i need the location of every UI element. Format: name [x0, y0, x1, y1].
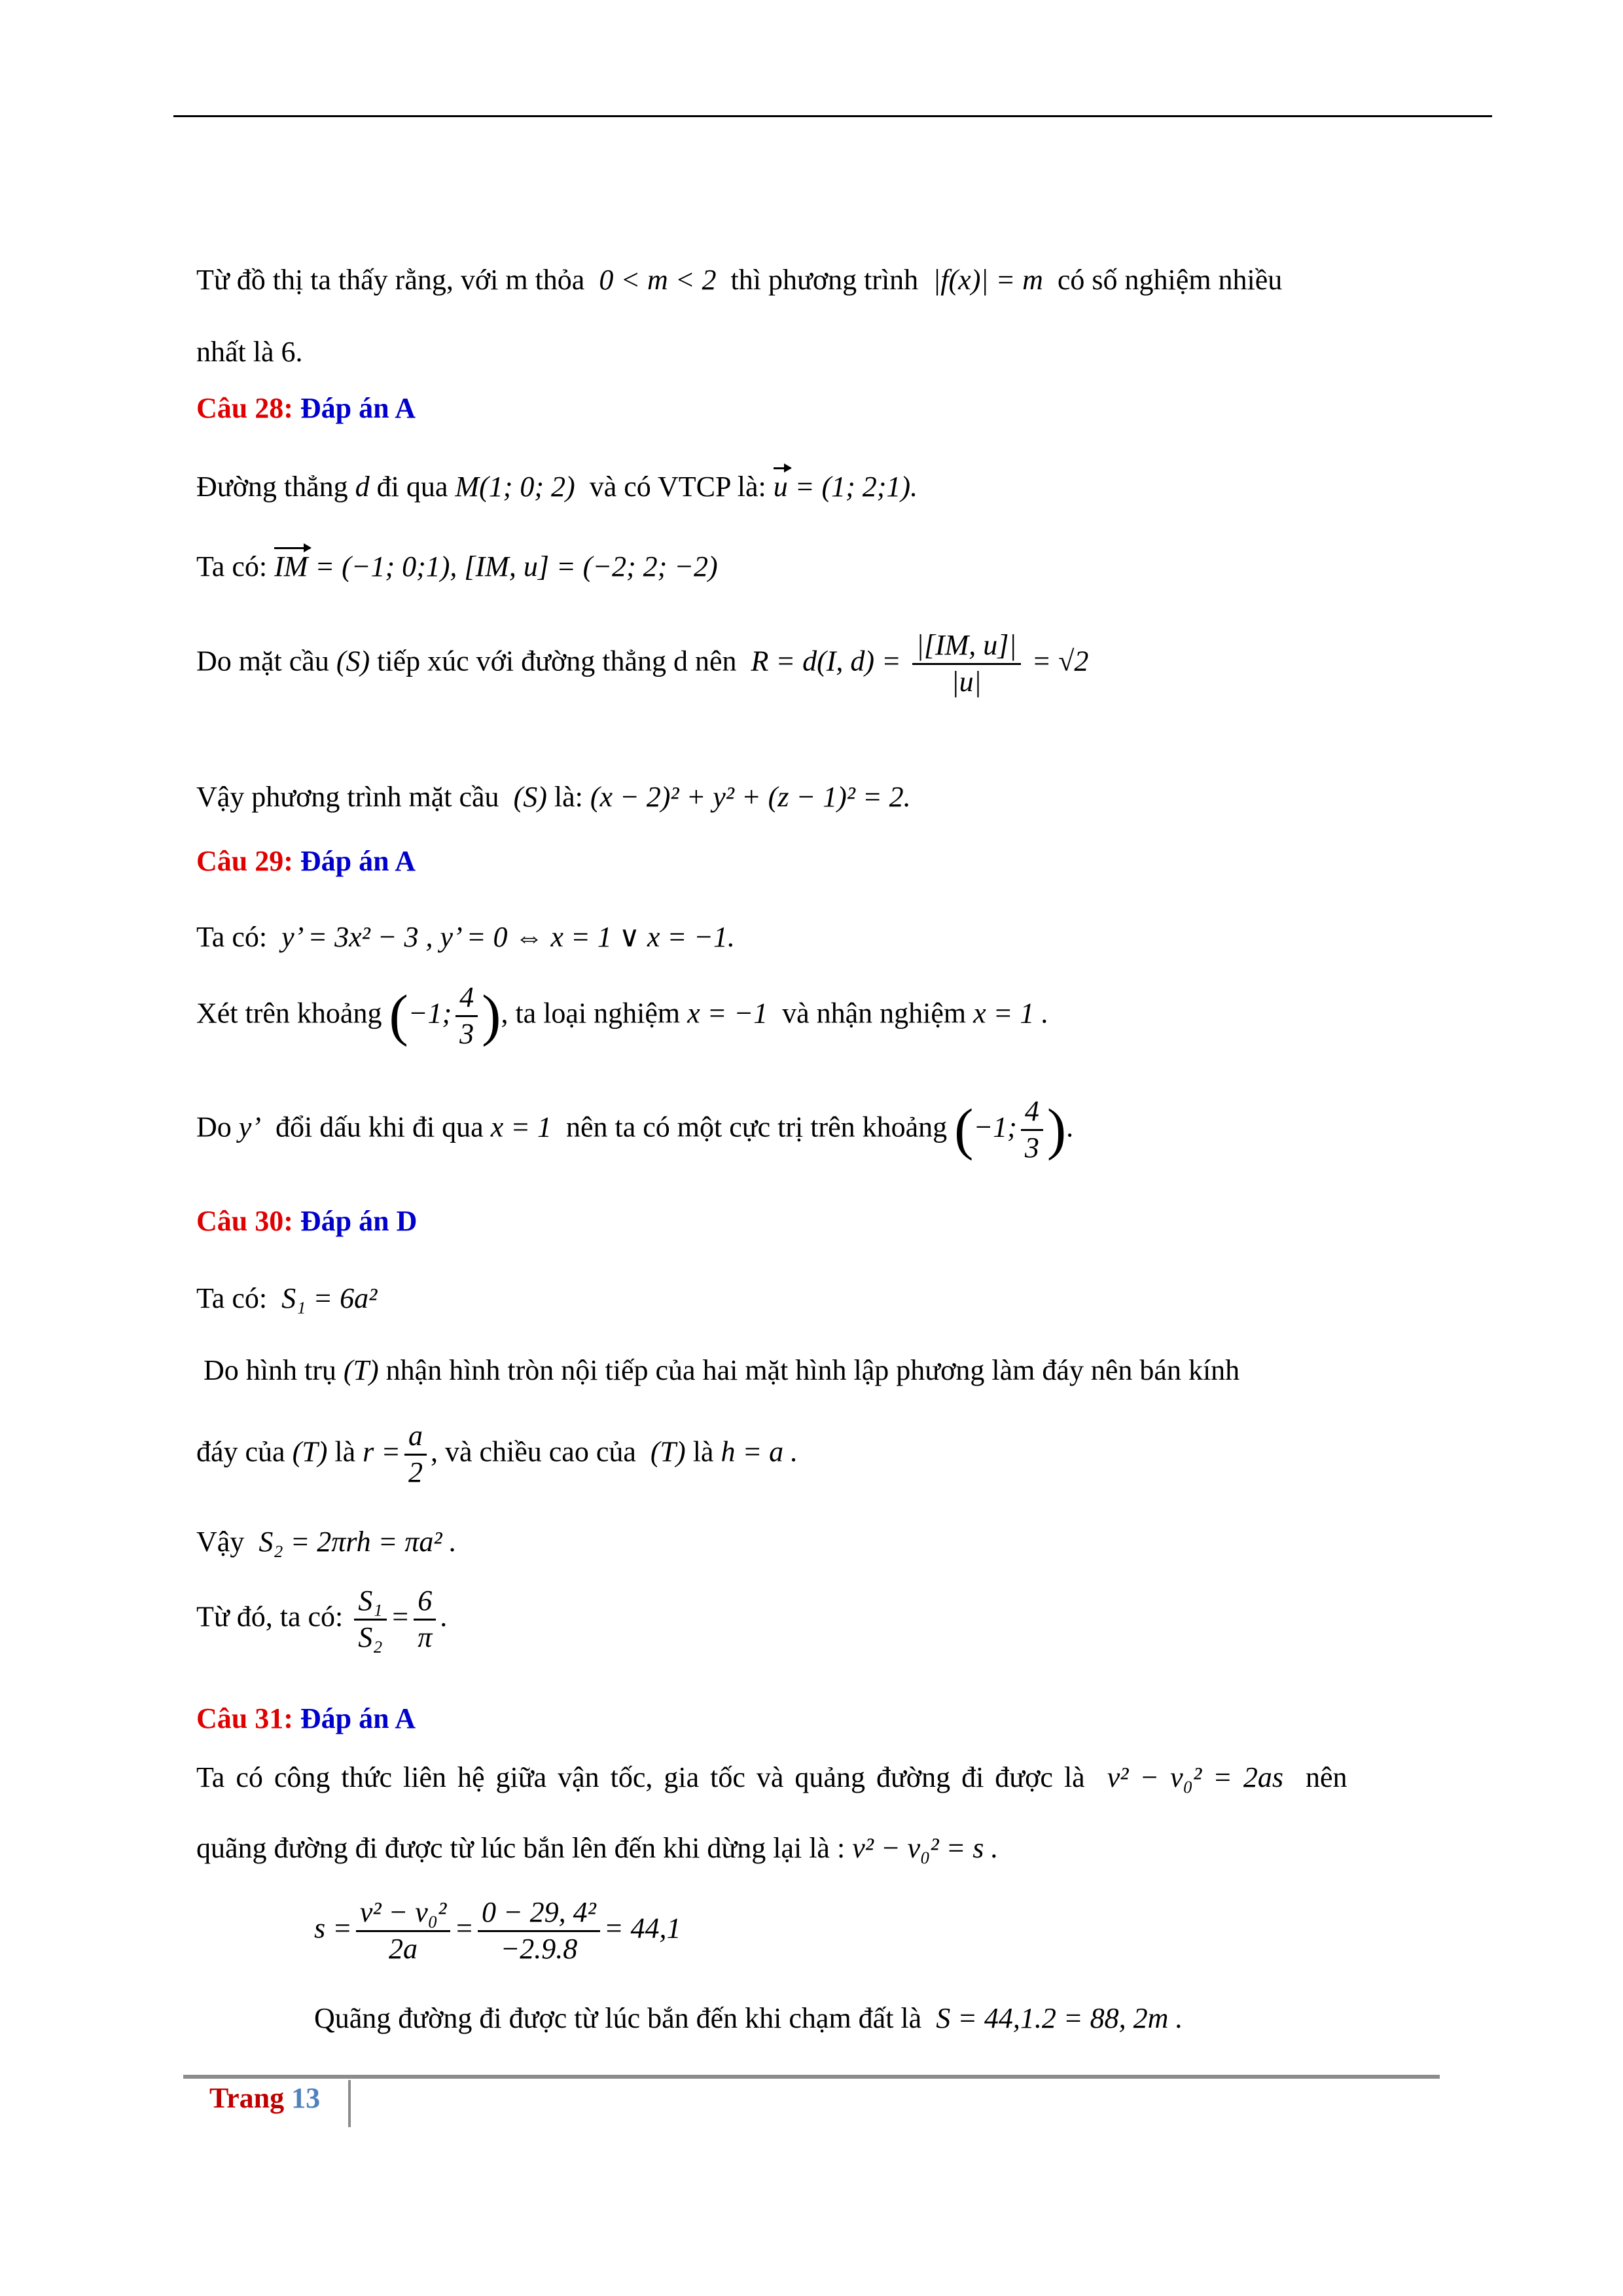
- question-number: Câu 30:: [196, 1205, 293, 1237]
- q28-line-3: [196, 628, 1088, 700]
- intro-line-1: [196, 263, 1282, 298]
- fraction-numerator: 4: [459, 981, 474, 1013]
- text: quãng đường đi được từ lúc bắn lên đến khi dừng lại là :: [196, 1832, 846, 1864]
- text: nhận hình tròn nội tiếp của hai mặt hình lập phương làm đáy nên bán kính: [385, 1354, 1240, 1386]
- cross-product: [IM, u]: [464, 550, 549, 583]
- sphere-equation: (x − 2)² + y² + (z − 1)² = 2.: [590, 781, 911, 813]
- vector-u: u: [774, 470, 788, 505]
- text: Quãng đường đi được từ lúc bắn đến khi chạm đất là: [314, 2002, 922, 2034]
- math: x = −1: [687, 997, 768, 1030]
- math: y’: [238, 1111, 261, 1143]
- math: 0 < m < 2: [599, 264, 717, 296]
- text: đáy của: [196, 1435, 285, 1468]
- text: Do: [196, 1111, 232, 1143]
- intro-line-2: [196, 335, 303, 370]
- q31-line-1: [196, 1761, 1347, 1795]
- answer-label: Đáp án A: [300, 1702, 416, 1734]
- page-label: Trang: [209, 2082, 285, 2114]
- footer-separator: [348, 2080, 351, 2127]
- fraction-denominator: 2: [404, 1454, 427, 1490]
- q28-line-4: [196, 780, 911, 815]
- fraction-numerator: a: [408, 1420, 423, 1452]
- text: Vậy phương trình mặt cầu: [196, 781, 499, 813]
- math: = (−1; 0;1),: [315, 550, 457, 583]
- interval-fraction: [455, 980, 478, 1052]
- answer-label: Đáp án A: [300, 392, 416, 424]
- q30-line-3: [196, 1419, 798, 1490]
- math: (T): [343, 1354, 379, 1386]
- text: Từ đó, ta có:: [196, 1600, 344, 1633]
- text: Vậy: [196, 1526, 245, 1558]
- fraction-denominator: 3: [1021, 1129, 1043, 1166]
- text: Ta có công thức liên hệ giữa vận tốc, gia tốc và quảng đường đi được là: [196, 1761, 1085, 1793]
- text: là: [334, 1435, 356, 1468]
- q31-line-2: [196, 1831, 998, 1866]
- q30-line-2: [196, 1354, 1240, 1388]
- math: =: [454, 1912, 474, 1945]
- math: y’ = 3x² − 3 , y’ = 0 ⇔ x = 1 ∨ x = −1.: [281, 921, 735, 953]
- answer-label: Đáp án A: [300, 845, 416, 877]
- text: tiếp xúc với đường thẳng d nên: [377, 645, 737, 677]
- math: = 44,1: [603, 1912, 681, 1945]
- text: có số nghiệm nhiều: [1057, 264, 1283, 296]
- question-number: Câu 29:: [196, 845, 293, 877]
- paren-close: ): [1046, 1098, 1067, 1162]
- fraction-denominator: |u|: [912, 663, 1021, 700]
- ratio-fraction-right: [414, 1584, 436, 1655]
- text: nên ta có một cực trị trên khoảng: [565, 1111, 948, 1143]
- text: đi qua: [376, 471, 448, 503]
- answer-label: Đáp án D: [300, 1205, 418, 1237]
- text: là: [692, 1435, 714, 1468]
- distance-fraction-2: [478, 1895, 600, 1967]
- text: Do mặt cầu: [196, 645, 329, 677]
- q29-line-1: [196, 920, 735, 955]
- q29-line-3: [196, 1094, 1073, 1166]
- math: r =: [363, 1435, 401, 1468]
- page-footer: [209, 2081, 320, 2115]
- text: nên: [1305, 1761, 1347, 1793]
- math: (S): [513, 781, 547, 813]
- distance-fraction-1: [356, 1895, 450, 1967]
- math: v² − v₀² = 2as: [1107, 1761, 1283, 1793]
- q31-heading: [196, 1702, 416, 1736]
- text: , và chiều cao của: [430, 1435, 636, 1468]
- text: .: [1066, 1111, 1074, 1143]
- text: là:: [554, 781, 583, 813]
- math: v² − v₀² = s .: [852, 1832, 999, 1864]
- footer-rule: [183, 2075, 1440, 2079]
- fraction-numerator: S₁: [358, 1585, 383, 1617]
- math: −1;: [408, 997, 452, 1030]
- math: s =: [314, 1912, 352, 1945]
- math: (T): [292, 1435, 328, 1468]
- q30-heading: [196, 1204, 417, 1239]
- text: Đường thẳng: [196, 471, 348, 503]
- math: =: [390, 1600, 410, 1633]
- text: thì phương trình: [730, 264, 919, 296]
- q28-line-2: [196, 550, 718, 584]
- math: −1;: [973, 1111, 1017, 1143]
- text: Ta có:: [196, 1282, 268, 1314]
- q28-line-1: [196, 470, 918, 505]
- text: Xét trên khoảng: [196, 997, 382, 1030]
- fraction-denominator: 3: [455, 1015, 478, 1052]
- paren-close: ): [482, 984, 501, 1048]
- header-rule: [173, 115, 1492, 117]
- q30-line-1: [196, 1282, 377, 1316]
- fraction-denominator: π: [414, 1619, 436, 1655]
- text: đổi dấu khi đi qua: [275, 1111, 484, 1143]
- q29-line-2: [196, 980, 1048, 1052]
- q31-line-4: [314, 2001, 1183, 2036]
- question-number: Câu 31:: [196, 1702, 293, 1734]
- page-number: 13: [291, 2082, 321, 2114]
- q28-heading: [196, 391, 416, 426]
- fraction-denominator: S₂: [354, 1619, 386, 1655]
- text: và có VTCP là:: [589, 471, 766, 503]
- math: = √2: [1031, 645, 1089, 677]
- vector-im: IM: [274, 550, 308, 584]
- fraction-numerator: 6: [418, 1585, 433, 1617]
- math: S₁ = 6a²: [281, 1282, 378, 1314]
- fraction-denominator: −2.9.8: [478, 1930, 600, 1967]
- math: S = 44,1.2 = 88, 2m .: [936, 2002, 1183, 2034]
- text: và nhận nghiệm: [782, 997, 967, 1030]
- fraction-numerator: v² − v₀²: [359, 1896, 447, 1928]
- fraction-numerator: 0 − 29, 4²: [481, 1896, 596, 1928]
- text: Do hình trụ: [204, 1354, 336, 1386]
- radius-fraction: [404, 1419, 427, 1490]
- text: .: [440, 1600, 448, 1633]
- q30-line-4: [196, 1525, 457, 1560]
- q29-heading: [196, 844, 416, 879]
- text: , ta loại nghiệm: [501, 997, 681, 1030]
- math: (S): [336, 645, 370, 677]
- math: S₂ = 2πrh = πa² .: [259, 1526, 457, 1558]
- interval-fraction: [1021, 1094, 1043, 1166]
- math: M(1; 0; 2): [455, 471, 575, 503]
- math: d: [355, 471, 370, 503]
- math: x = 1: [490, 1111, 552, 1143]
- text: Từ đồ thị ta thấy rằng, với m thỏa: [196, 264, 585, 296]
- paren-open: (: [954, 1098, 974, 1162]
- fraction-denominator: 2a: [356, 1930, 450, 1967]
- text: Ta có:: [196, 921, 268, 953]
- q31-line-3: [314, 1895, 681, 1967]
- q30-line-5: [196, 1584, 447, 1655]
- math: (T): [650, 1435, 686, 1468]
- math: h = a .: [721, 1435, 798, 1468]
- math: = (1; 2;1).: [794, 471, 918, 503]
- fraction-numerator: 4: [1024, 1095, 1039, 1127]
- distance-fraction: [912, 628, 1021, 700]
- math: |f(x)| = m: [933, 264, 1043, 296]
- fraction-numerator: |[IM, u]|: [916, 629, 1017, 661]
- text: nhất là 6.: [196, 336, 303, 368]
- math: R = d(I, d) =: [751, 645, 901, 677]
- question-number: Câu 28:: [196, 392, 293, 424]
- math: = (−2; 2; −2): [556, 550, 718, 583]
- text: Ta có:: [196, 550, 268, 583]
- paren-open: (: [389, 984, 408, 1048]
- ratio-fraction-left: [354, 1584, 386, 1655]
- math: x = 1 .: [973, 997, 1049, 1030]
